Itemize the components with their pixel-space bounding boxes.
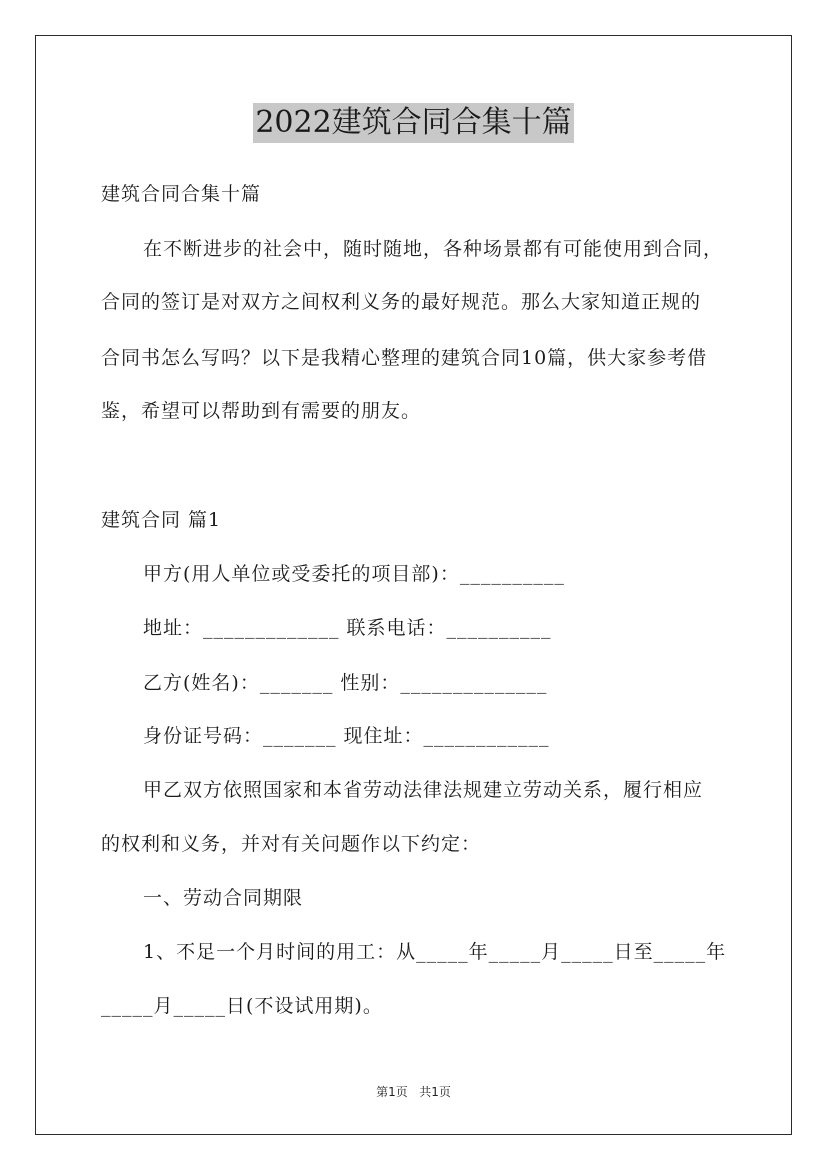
- clause-1-line-1: 1、不足一个月时间的用工：从_____年_____月_____日至_____年: [143, 941, 727, 963]
- field-id-residence: 身份证号码：_______ 现住址：____________: [143, 725, 550, 747]
- document-subtitle: 建筑合同合集十篇: [101, 183, 262, 205]
- page-number-total: 共1页: [419, 1085, 451, 1099]
- page-number-current: 第1页: [376, 1085, 408, 1099]
- clause-heading: 一、劳动合同期限: [143, 887, 304, 909]
- page-footer: [0, 1084, 827, 1100]
- clause-1-line-2: _____月_____日(不设试用期)。: [101, 995, 383, 1017]
- agreement-line-1: 甲乙双方依照国家和本省劳动法律法规建立劳动关系，履行相应: [143, 779, 704, 801]
- intro-line-2: 合同的签订是对双方之间权利义务的最好规范。那么大家知道正规的: [101, 291, 702, 313]
- section-heading: 建筑合同 篇1: [101, 509, 222, 531]
- intro-line-3: 合同书怎么写吗？以下是我精心整理的建筑合同10篇，供大家参考借: [101, 347, 708, 369]
- intro-line-1: 在不断进步的社会中，随时随地，各种场景都有可能使用到合同，: [143, 238, 724, 260]
- field-address-phone: 地址：_____________ 联系电话：__________: [143, 617, 552, 639]
- title-container: [0, 103, 827, 143]
- document-title: 2022建筑合同合集十篇: [253, 103, 573, 143]
- field-party-b-gender: 乙方(姓名)：_______ 性别：______________: [143, 672, 548, 694]
- agreement-line-2: 的权利和义务，并对有关问题作以下约定：: [101, 833, 482, 855]
- intro-line-4: 鉴，希望可以帮助到有需要的朋友。: [101, 400, 422, 422]
- field-party-a: 甲方(用人单位或受委托的项目部)：__________: [143, 563, 565, 585]
